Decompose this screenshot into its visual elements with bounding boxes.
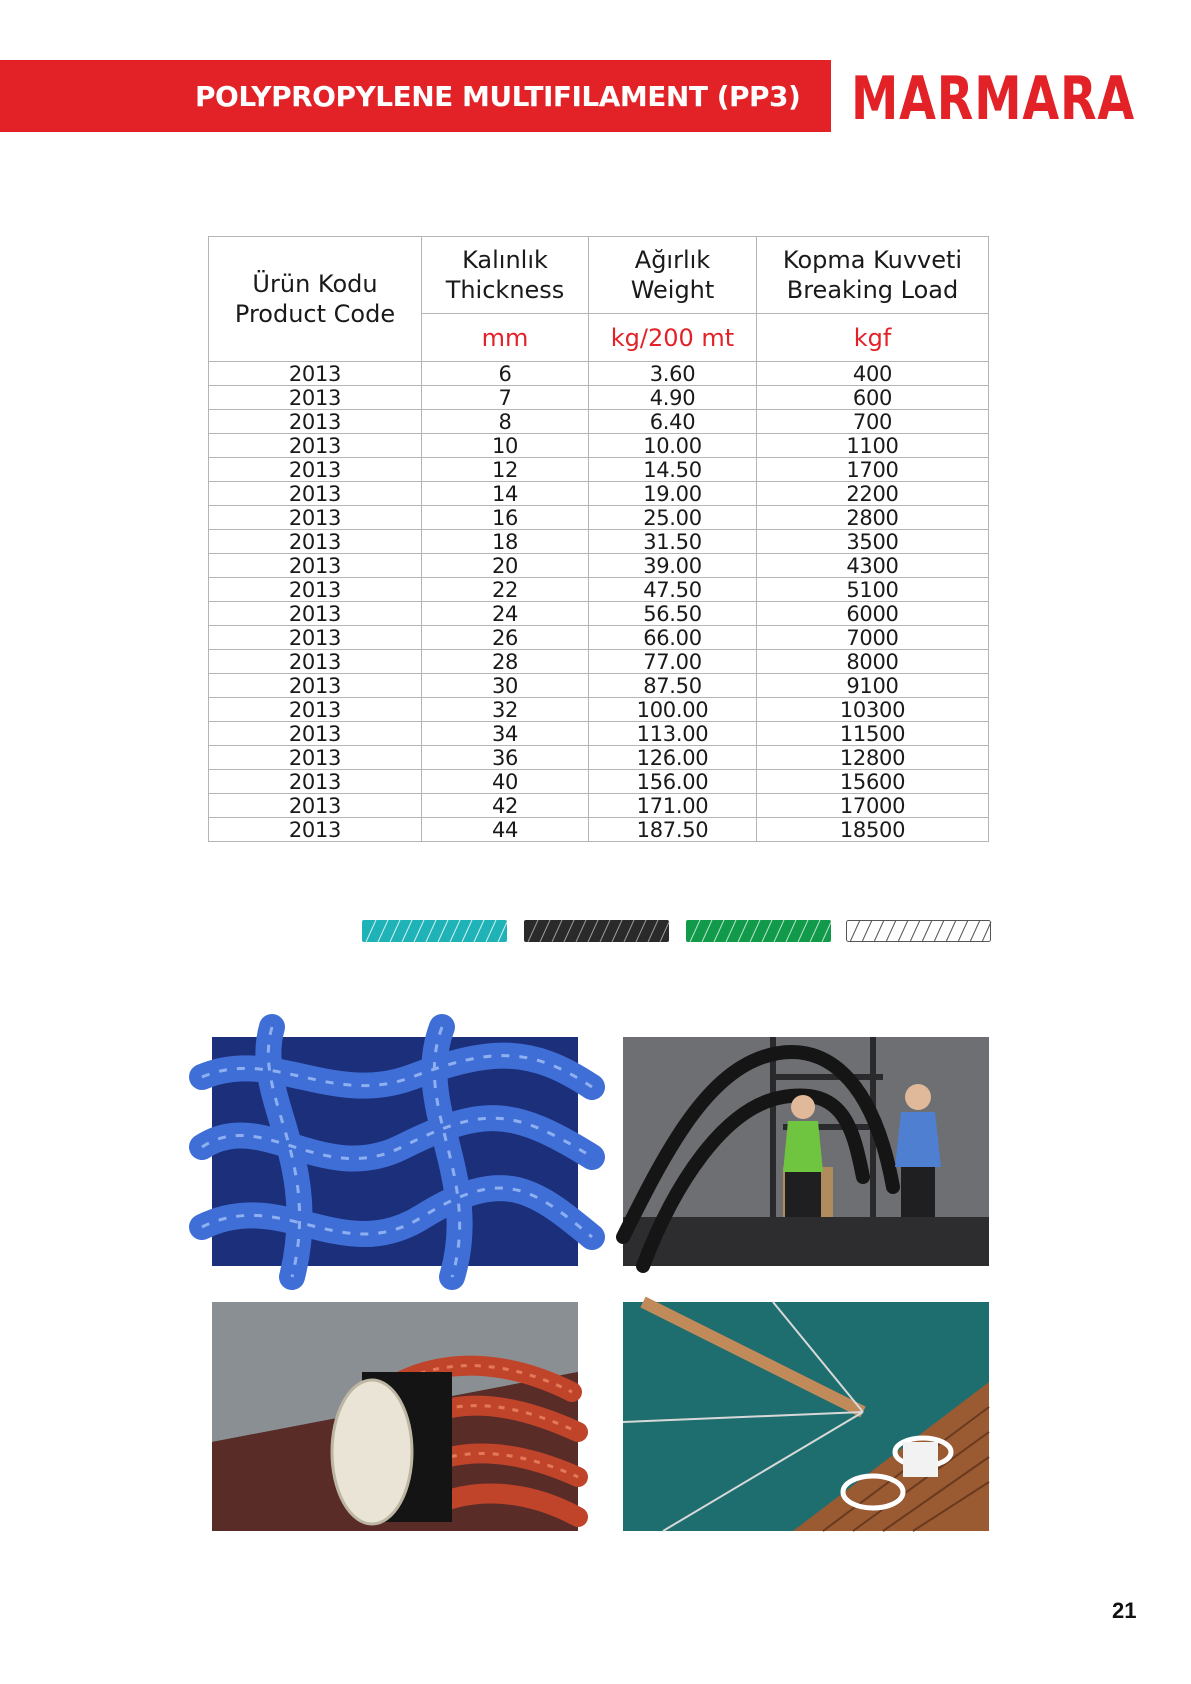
cell-product-code: 2013 — [209, 818, 422, 842]
cell-thickness: 22 — [422, 578, 589, 602]
rope-swatch-black — [524, 920, 669, 942]
page-title: POLYPROPYLENE MULTIFILAMENT (PP3) — [195, 80, 801, 113]
cell-weight: 100.00 — [589, 698, 757, 722]
cell-thickness: 40 — [422, 770, 589, 794]
cell-thickness: 6 — [422, 362, 589, 386]
rope-swatch-turquoise — [362, 920, 507, 942]
cell-breaking-load: 12800 — [757, 746, 989, 770]
cell-breaking-load: 600 — [757, 386, 989, 410]
header-thickness — [422, 237, 589, 314]
cell-weight: 25.00 — [589, 506, 757, 530]
cell-thickness: 32 — [422, 698, 589, 722]
table-row — [209, 722, 989, 746]
cell-breaking-load: 8000 — [757, 650, 989, 674]
blue-rope-photo — [212, 1037, 578, 1266]
spec-table — [208, 236, 989, 842]
table-row — [209, 650, 989, 674]
cell-product-code: 2013 — [209, 458, 422, 482]
cell-thickness: 42 — [422, 794, 589, 818]
cell-thickness: 12 — [422, 458, 589, 482]
table-row — [209, 554, 989, 578]
cell-weight: 87.50 — [589, 674, 757, 698]
table-row — [209, 674, 989, 698]
table-row — [209, 578, 989, 602]
cell-product-code: 2013 — [209, 434, 422, 458]
cell-breaking-load: 18500 — [757, 818, 989, 842]
cell-weight: 39.00 — [589, 554, 757, 578]
brand-logo — [848, 64, 1138, 134]
cell-breaking-load: 2200 — [757, 482, 989, 506]
cell-product-code: 2013 — [209, 482, 422, 506]
table-row — [209, 458, 989, 482]
header-load-tr: Kopma Kuvveti — [782, 246, 963, 274]
unit-load: kgf — [757, 314, 989, 362]
cell-breaking-load: 700 — [757, 410, 989, 434]
cell-breaking-load: 400 — [757, 362, 989, 386]
cell-product-code: 2013 — [209, 722, 422, 746]
cell-weight: 66.00 — [589, 626, 757, 650]
cell-thickness: 44 — [422, 818, 589, 842]
cell-weight: 156.00 — [589, 770, 757, 794]
cell-breaking-load: 1100 — [757, 434, 989, 458]
cell-thickness: 24 — [422, 602, 589, 626]
cell-product-code: 2013 — [209, 794, 422, 818]
header-thickness-tr: Kalınlık — [462, 246, 548, 274]
cell-thickness: 28 — [422, 650, 589, 674]
header-product-code — [209, 237, 422, 362]
cell-breaking-load: 6000 — [757, 602, 989, 626]
table-row — [209, 362, 989, 386]
cell-breaking-load: 2800 — [757, 506, 989, 530]
cell-breaking-load: 3500 — [757, 530, 989, 554]
table-row — [209, 794, 989, 818]
sailboat-bow-photo — [623, 1302, 989, 1531]
cell-product-code: 2013 — [209, 698, 422, 722]
unit-thickness: mm — [422, 314, 589, 362]
unit-weight: kg/200 mt — [589, 314, 757, 362]
cell-product-code: 2013 — [209, 530, 422, 554]
table-row — [209, 818, 989, 842]
cell-weight: 56.50 — [589, 602, 757, 626]
cell-breaking-load: 5100 — [757, 578, 989, 602]
cell-product-code: 2013 — [209, 386, 422, 410]
cell-product-code: 2013 — [209, 770, 422, 794]
cell-thickness: 34 — [422, 722, 589, 746]
header-thickness-en: Thickness — [445, 276, 565, 304]
cell-thickness: 36 — [422, 746, 589, 770]
cell-product-code: 2013 — [209, 362, 422, 386]
header-weight-en: Weight — [630, 276, 715, 304]
cell-breaking-load: 9100 — [757, 674, 989, 698]
header-load-en: Breaking Load — [786, 276, 959, 304]
cell-product-code: 2013 — [209, 506, 422, 530]
cell-weight: 113.00 — [589, 722, 757, 746]
cell-thickness: 8 — [422, 410, 589, 434]
cell-breaking-load: 4300 — [757, 554, 989, 578]
table-row — [209, 698, 989, 722]
cell-breaking-load: 11500 — [757, 722, 989, 746]
cell-thickness: 26 — [422, 626, 589, 650]
page-number: 21 — [1112, 1598, 1137, 1623]
cell-product-code: 2013 — [209, 602, 422, 626]
cell-weight: 126.00 — [589, 746, 757, 770]
cell-thickness: 14 — [422, 482, 589, 506]
table-row — [209, 506, 989, 530]
cell-breaking-load: 7000 — [757, 626, 989, 650]
brand-logo-text: MARMARA — [851, 64, 1135, 134]
cell-weight: 187.50 — [589, 818, 757, 842]
cell-thickness: 7 — [422, 386, 589, 410]
header-breaking-load — [757, 237, 989, 314]
cell-thickness: 30 — [422, 674, 589, 698]
cell-weight: 6.40 — [589, 410, 757, 434]
table-row — [209, 386, 989, 410]
table-row — [209, 530, 989, 554]
cell-weight: 77.00 — [589, 650, 757, 674]
cell-weight: 3.60 — [589, 362, 757, 386]
cell-weight: 10.00 — [589, 434, 757, 458]
table-row — [209, 602, 989, 626]
rope-swatch-green — [686, 920, 831, 942]
header-code-en: Product Code — [234, 300, 396, 328]
spec-table-body — [209, 362, 989, 842]
table-row — [209, 746, 989, 770]
cell-product-code: 2013 — [209, 578, 422, 602]
cell-breaking-load: 10300 — [757, 698, 989, 722]
cell-weight: 14.50 — [589, 458, 757, 482]
cell-breaking-load: 15600 — [757, 770, 989, 794]
cell-weight: 19.00 — [589, 482, 757, 506]
table-row — [209, 482, 989, 506]
cell-breaking-load: 1700 — [757, 458, 989, 482]
table-row — [209, 626, 989, 650]
table-row — [209, 410, 989, 434]
header-weight-tr: Ağırlık — [634, 246, 711, 274]
cell-weight: 4.90 — [589, 386, 757, 410]
bollard-red-rope-photo — [212, 1302, 578, 1531]
header-weight — [589, 237, 757, 314]
cell-weight: 31.50 — [589, 530, 757, 554]
rope-swatch-white — [846, 920, 991, 942]
table-row — [209, 770, 989, 794]
cell-product-code: 2013 — [209, 410, 422, 434]
cell-product-code: 2013 — [209, 626, 422, 650]
cell-thickness: 16 — [422, 506, 589, 530]
cell-weight: 171.00 — [589, 794, 757, 818]
battle-rope-gym-photo — [623, 1037, 989, 1266]
table-row — [209, 434, 989, 458]
cell-product-code: 2013 — [209, 674, 422, 698]
cell-product-code: 2013 — [209, 650, 422, 674]
header-code-tr: Ürün Kodu — [252, 270, 378, 298]
cell-thickness: 10 — [422, 434, 589, 458]
cell-product-code: 2013 — [209, 554, 422, 578]
cell-product-code: 2013 — [209, 746, 422, 770]
cell-thickness: 20 — [422, 554, 589, 578]
cell-thickness: 18 — [422, 530, 589, 554]
cell-weight: 47.50 — [589, 578, 757, 602]
cell-breaking-load: 17000 — [757, 794, 989, 818]
